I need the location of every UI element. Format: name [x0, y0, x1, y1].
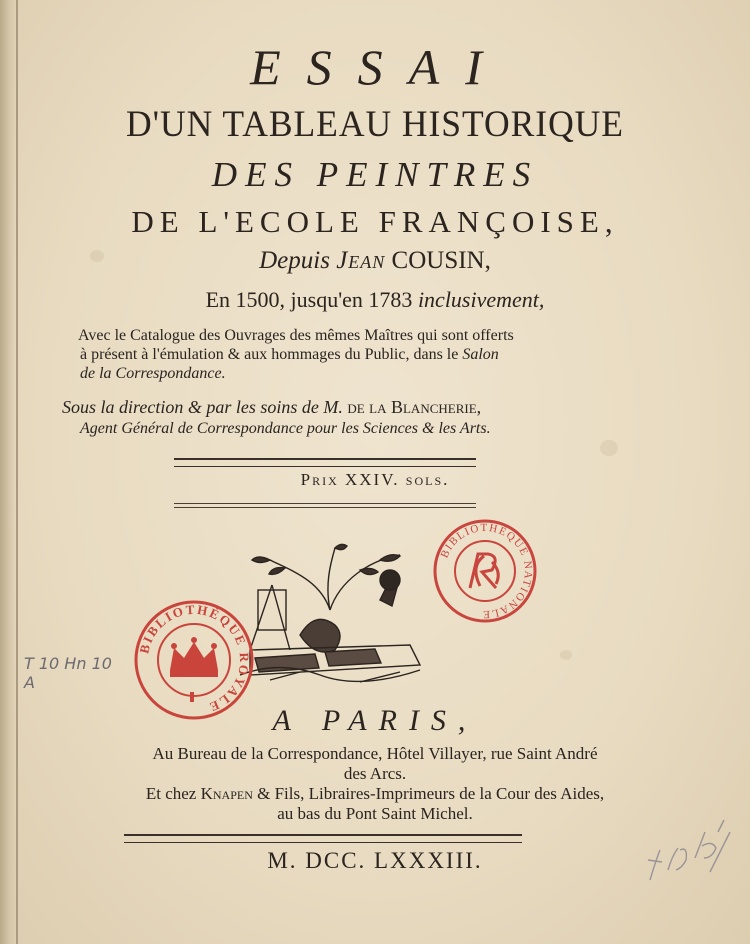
period-end: inclusivement, [417, 287, 545, 312]
catalogue-line-2 [78, 345, 638, 364]
handwritten-shelfmark: T 10 Hn 10 A [24, 654, 112, 692]
stamp-bibliotheque-nationale [430, 516, 540, 626]
direction-block [62, 396, 622, 440]
direction-line-1 [62, 396, 622, 418]
imprint-line-1: Au Bureau de la Correspondance, Hôtel Villayer, rue Saint André [152, 744, 598, 763]
stamp-nationale-text: BIBLIOTHÈQUE NATIONALE [438, 521, 535, 621]
catalogue-salon: Salon [462, 346, 499, 363]
imprint-line-4: au bas du Pont Saint Michel. [277, 804, 473, 823]
rule-bottom [124, 834, 522, 843]
imprint-line-2: des Arcs. [343, 764, 407, 783]
imprint-line-3 [0, 784, 750, 804]
period-start: En 1500, jusqu'en 1783 [205, 287, 413, 312]
depuis-last-name: COUSIN, [391, 247, 491, 274]
imprint-city: A PARIS, [272, 704, 478, 737]
title-essai: ESSAI [250, 39, 508, 95]
stamp-royale-text: BIBLIOTHÈQUE ROYALE [136, 601, 253, 716]
price-line: Prix XXIV. sols. [300, 470, 450, 489]
direction-line-1a: Sous la direction & par les soins de M. [62, 397, 343, 417]
imprint-publisher: Knapen [200, 784, 253, 803]
catalogue-line-2a: à présent à l'émulation & aux hommages du Public, dans le [80, 346, 459, 363]
vignette-illustration [230, 540, 430, 700]
depuis-prefix: Depuis [259, 247, 330, 274]
direction-line-2: Agent Général de Correspondance pour les Sciences & les Arts. [80, 420, 491, 437]
publication-year: M. DCC. LXXXIII. [267, 848, 483, 873]
period-line [0, 287, 750, 313]
catalogue-line-3: de la Correspondance. [80, 365, 226, 382]
depuis-first-name: Jean [336, 247, 386, 274]
title-peintres: DES PEINTRES [211, 155, 539, 194]
rule-price-bottom [174, 503, 476, 508]
title-tableau: D'UN TABLEAU HISTORIQUE [126, 104, 624, 145]
title-ecole: DE L'ECOLE FRANÇOISE, [131, 204, 619, 239]
direction-name: de la Blancherie, [347, 397, 482, 417]
rule-top [174, 458, 476, 467]
depuis-line [0, 247, 750, 275]
catalogue-block [78, 326, 638, 383]
imprint-line-3a: Et chez [145, 784, 197, 803]
imprint-line-3c: & Fils, Libraires-Imprimeurs de la Cour des Aides, [257, 784, 605, 803]
catalogue-line-1: Avec le Catalogue des Ouvrages des mêmes Maîtres qui sont offerts [78, 327, 514, 344]
